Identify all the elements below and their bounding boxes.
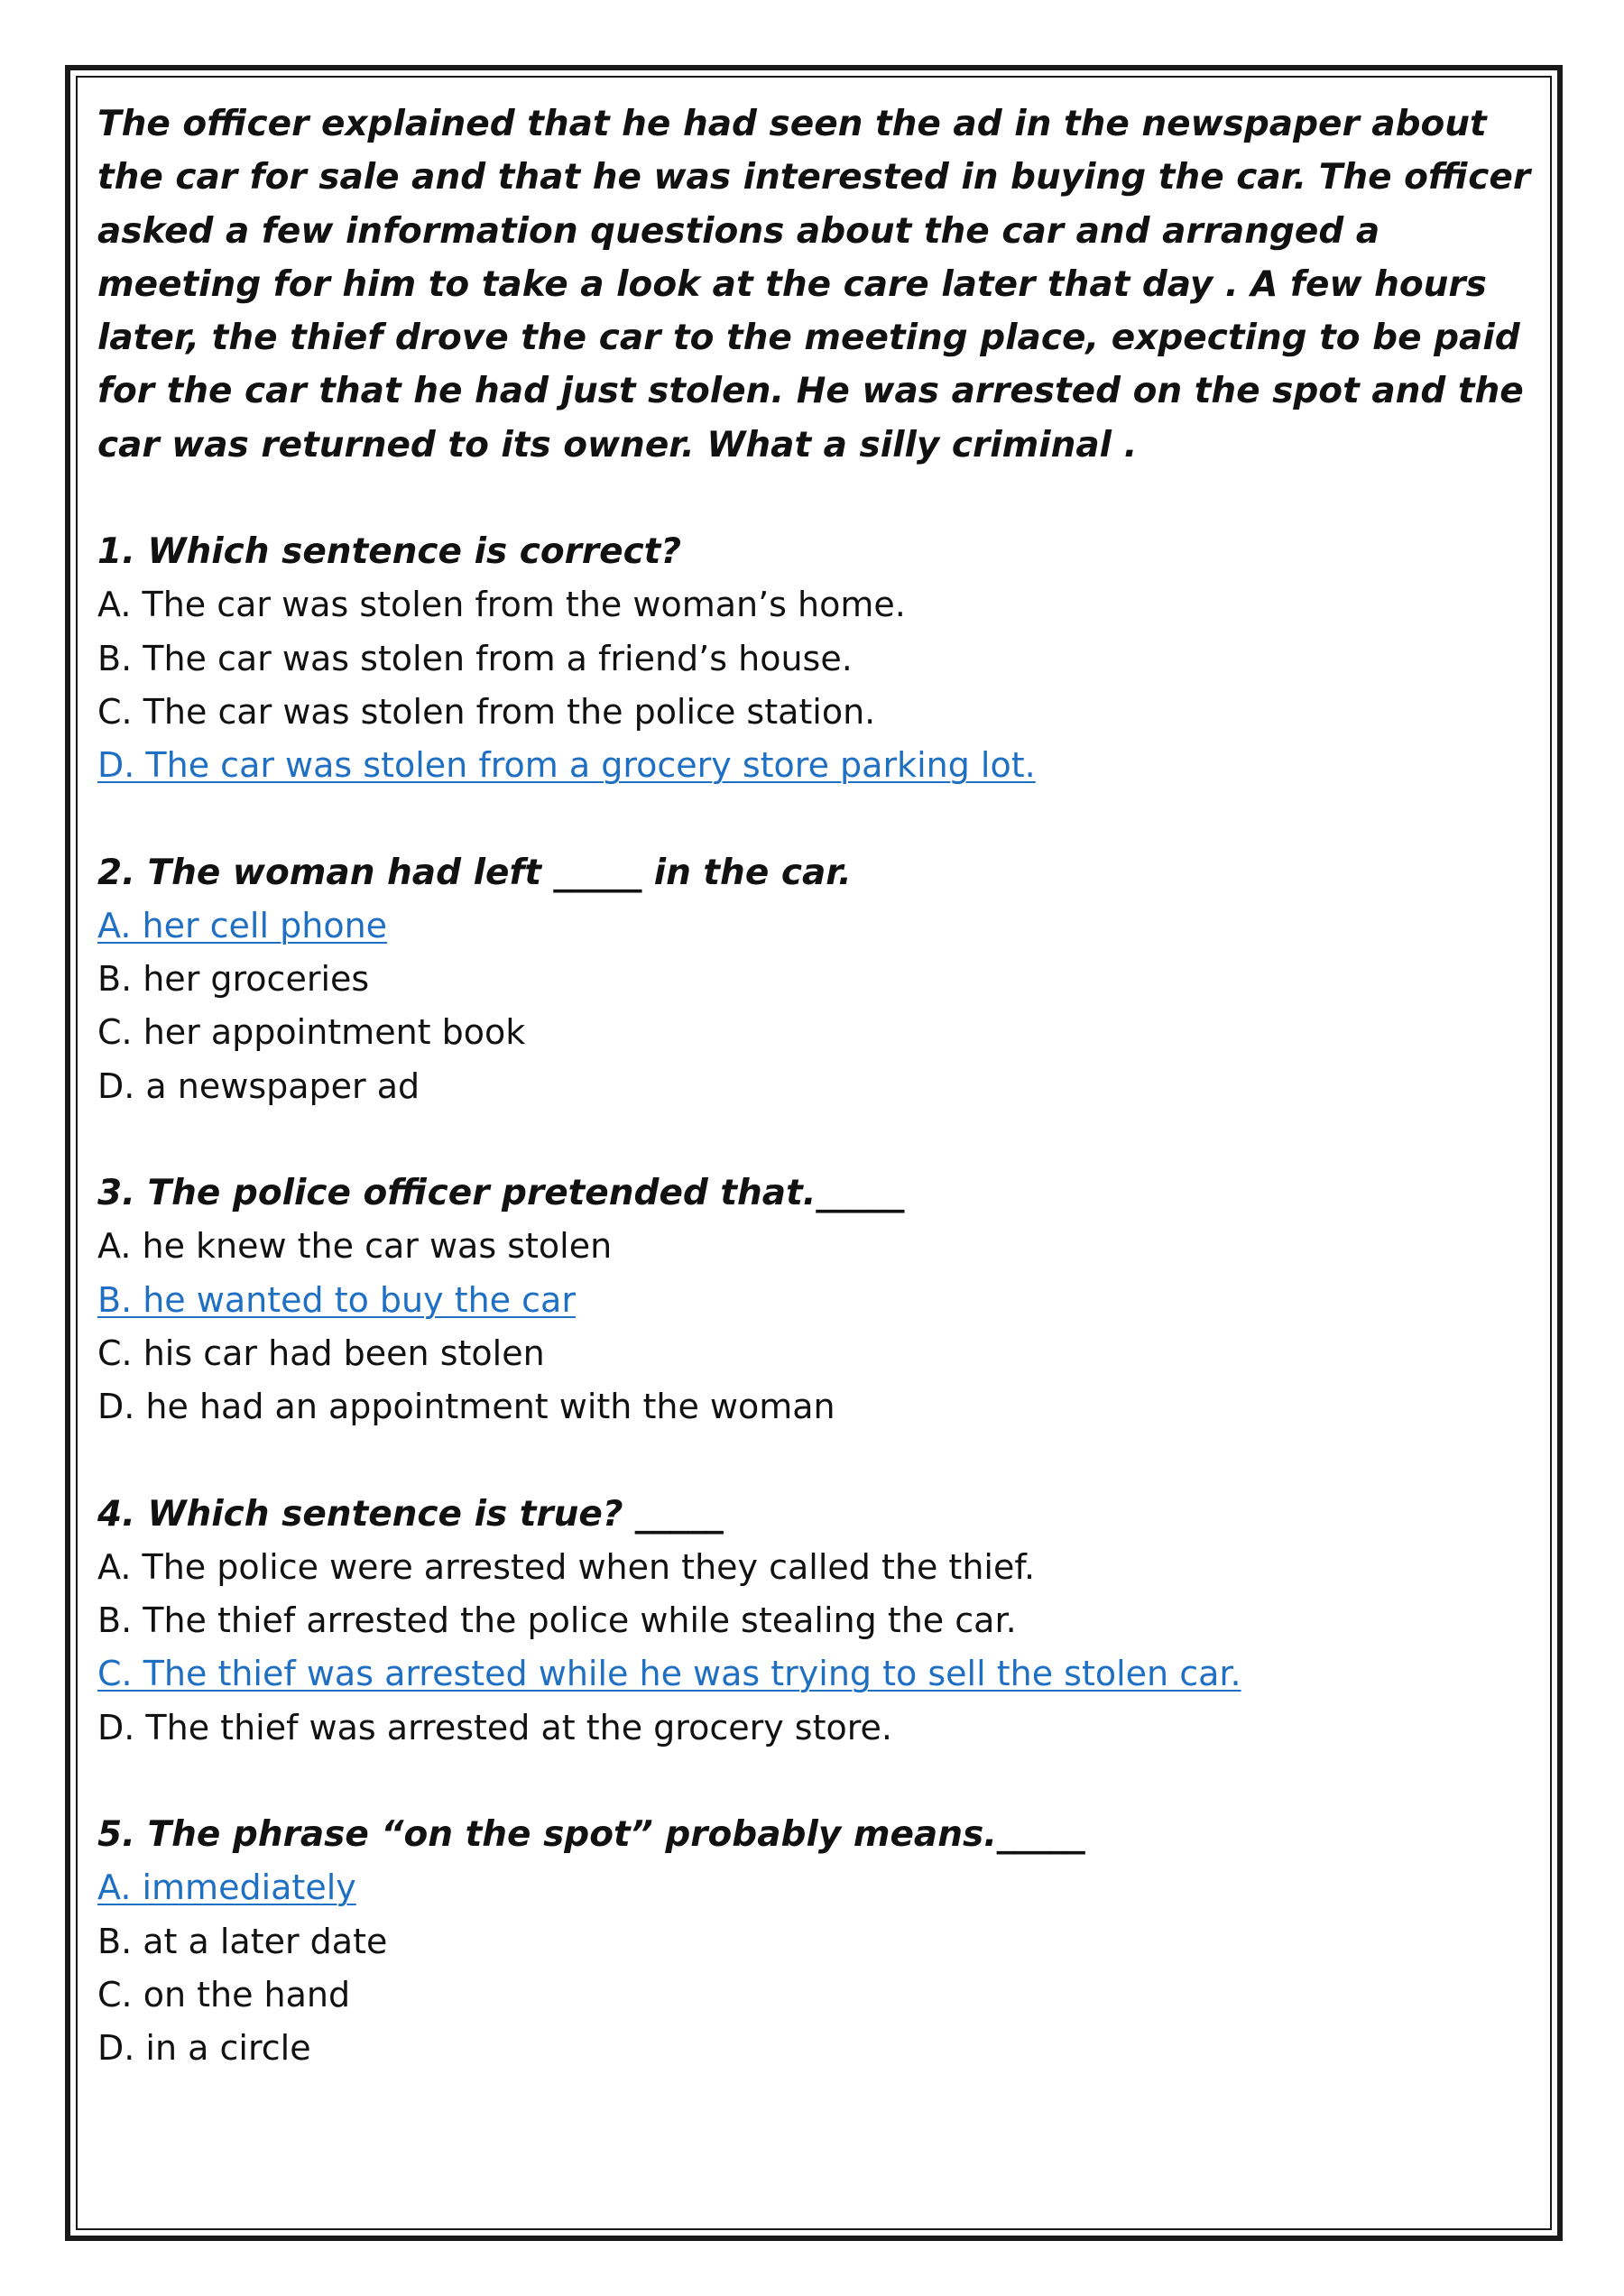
option-c[interactable]: C. his car had been stolen [97, 1332, 545, 1373]
option-b[interactable]: B. at a later date [97, 1921, 388, 1961]
option-d[interactable]: D. The thief was arrested at the grocery store. [97, 1707, 892, 1747]
question-title: 3. The police officer pretended that._____ [97, 1173, 905, 1214]
option-b[interactable]: B. her groceries [97, 959, 370, 1000]
option-d[interactable]: D. he had an appointment with the woman [97, 1387, 835, 1427]
reading-passage: The officer explained that he had seen the ad in the newspaper about the car for sale and that he was interested in buying the car. The officer asked a few information questions about the car and arranged a meeting for him to take a look at the care later that day . A few hours later, the thief drove the car to the meeting place, expecting to be paid for the car that he had just stolen. He was arrested on the spot and the car was returned to its owner. What a silly criminal . [97, 104, 1531, 466]
question-5 [97, 1808, 1532, 2075]
question-1 [97, 525, 1532, 792]
option-b[interactable]: B. The car was stolen from a friend’s house. [97, 638, 853, 678]
option-c[interactable]: C. on the hand [97, 1974, 351, 2015]
question-3 [97, 1166, 1532, 1434]
option-a-answer[interactable]: A. immediately [97, 1867, 356, 1908]
question-title: 5. The phrase “on the spot” probably means._____ [97, 1814, 1085, 1856]
option-c-answer[interactable]: C. The thief was arrested while he was trying to sell the stolen car. [97, 1654, 1241, 1694]
option-b-answer[interactable]: B. he wanted to buy the car [97, 1279, 576, 1320]
option-a[interactable]: A. The police were arrested when they called the thief. [97, 1546, 1036, 1587]
option-a[interactable]: A. he knew the car was stolen [97, 1226, 613, 1267]
worksheet-content [97, 97, 1532, 2129]
option-b[interactable]: B. The thief arrested the police while stealing the car. [97, 1600, 1017, 1641]
question-title: 4. Which sentence is true? _____ [97, 1493, 724, 1535]
question-2 [97, 846, 1532, 1113]
option-a-answer[interactable]: A. her cell phone [97, 905, 388, 945]
question-title: 2. The woman had left _____ in the car. [97, 852, 852, 893]
option-d[interactable]: D. in a circle [97, 2028, 311, 2069]
option-c[interactable]: C. The car was stolen from the police station. [97, 691, 876, 732]
question-title: 1. Which sentence is correct? [97, 531, 681, 573]
question-4 [97, 1488, 1532, 1755]
option-a[interactable]: A. The car was stolen from the woman’s home. [97, 585, 906, 625]
option-d-answer[interactable]: D. The car was stolen from a grocery store parking lot. [97, 745, 1036, 786]
option-d[interactable]: D. a newspaper ad [97, 1065, 420, 1106]
option-c[interactable]: C. her appointment book [97, 1012, 526, 1053]
